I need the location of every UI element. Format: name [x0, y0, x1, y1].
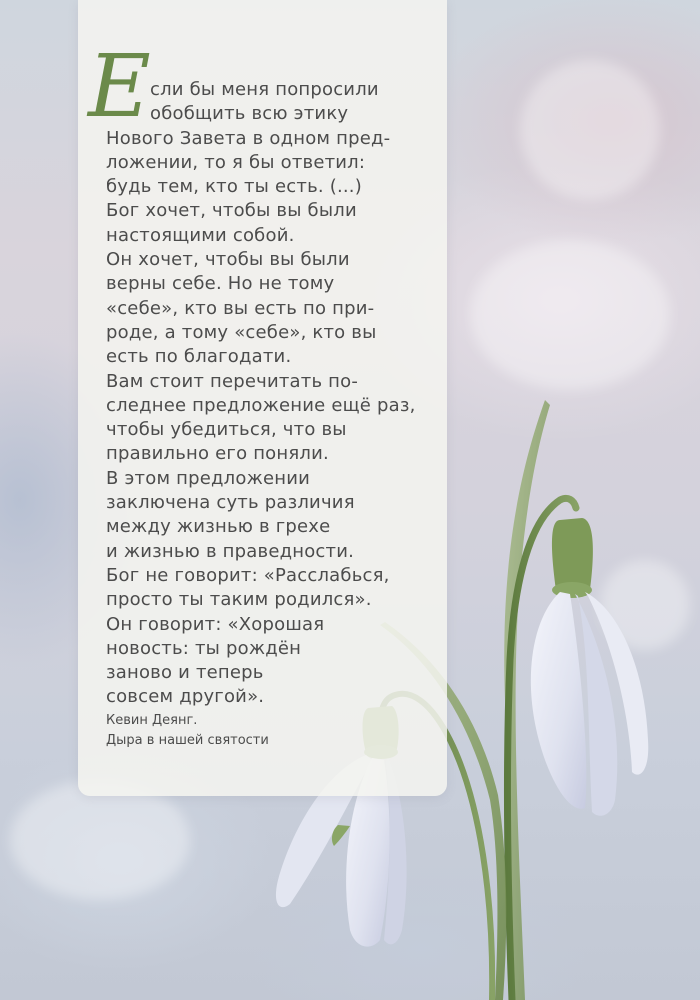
- quote-line: будь тем, кто ты есть. (...): [106, 176, 362, 198]
- quote-line: чтобы убедиться, что вы: [106, 419, 347, 441]
- book-title: Дыра в нашей святости: [106, 733, 269, 748]
- drop-cap-letter: Е: [88, 37, 151, 137]
- quote-line: Бог не говорит: «Расслабься,: [106, 564, 390, 586]
- quote-line: настоящими собой.: [106, 224, 295, 246]
- snowdrop-flower-right: [531, 518, 648, 816]
- quote-line: между жизнью в грехе: [106, 516, 331, 538]
- quote-line: верны себе. Но не тому: [106, 273, 335, 295]
- quote-line: Он хочет, чтобы вы были: [106, 249, 350, 271]
- quote-line: В этом предложении: [106, 467, 311, 489]
- quote-line: сли бы меня попросили: [150, 79, 379, 100]
- quote-text: [106, 78, 436, 710]
- quote-line: Бог хочет, чтобы вы были: [106, 200, 357, 222]
- quote-line: следнее предложение ещё раз,: [106, 394, 416, 416]
- quote-line: Нового Завета в одном пред-: [106, 127, 391, 149]
- quote-line: заключена суть различия: [106, 492, 355, 514]
- author-name: Кевин Деянг.: [106, 713, 198, 728]
- quote-line: Вам стоит перечитать по-: [106, 370, 359, 392]
- quote-line: заново и теперь: [106, 662, 264, 684]
- quote-line: есть по благодати.: [106, 346, 292, 368]
- quote-line: ложении, то я бы ответил:: [106, 151, 366, 173]
- quote-line: совсем другой».: [106, 686, 265, 708]
- quote-line: новость: ты рождён: [106, 637, 302, 659]
- quote-line: и жизнью в праведности.: [106, 540, 355, 562]
- attribution: [106, 711, 269, 751]
- quote-line: Он говорит: «Хорошая: [106, 613, 325, 635]
- quote-line: правильно его поняли.: [106, 443, 329, 465]
- quote-line: обобщить всю этику: [150, 103, 349, 125]
- quote-line: роде, а тому «себе», кто вы: [106, 321, 377, 343]
- quote-line: просто ты таким родился».: [106, 589, 372, 611]
- quote-line: «себе», кто вы есть по при-: [106, 297, 375, 319]
